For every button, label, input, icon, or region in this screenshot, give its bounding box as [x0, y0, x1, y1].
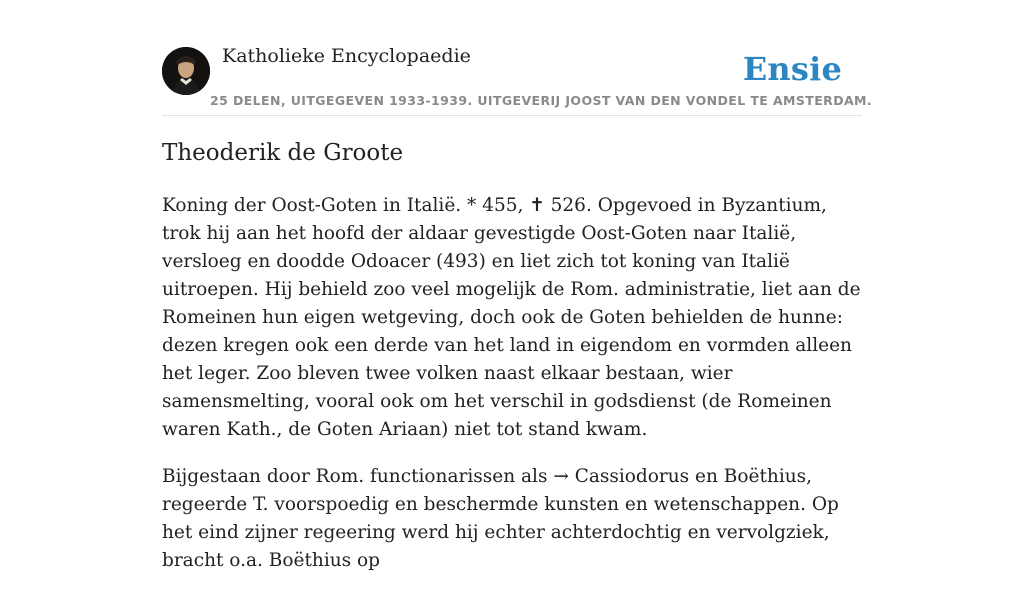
entry-paragraph: Bijgestaan door Rom. functionarissen als → Cassiodorus en Boëthius, regeerde T. voorspoedig en beschermde kunsten en wetenschappen. Op het eind zijner regeering werd hij echter achterdochtig en vervolgziek, bracht o.a. Boëthius op [162, 466, 839, 571]
site-title[interactable]: Katholieke Encyclopaedie [222, 45, 471, 67]
entry-title: Theoderik de Groote [162, 140, 404, 166]
brand-logo[interactable]: Ensie [742, 50, 842, 88]
header-divider [162, 115, 862, 116]
entry-body [162, 192, 862, 594]
publication-subtitle: 25 DELEN, UITGEGEVEN 1933-1939. UITGEVERIJ JOOST VAN DEN VONDEL TE AMSTERDAM. [210, 93, 873, 108]
portrait-avatar-icon[interactable] [162, 47, 210, 95]
entry-paragraph: Koning der Oost-Goten in Italië. * 455, ✝ 526. Opgevoed in Byzantium, trok hij aan het hoofd der aldaar gevestigde Oost-Goten naar Italië, versloeg en doodde Odoacer (493) en liet zich tot koning van Italië uitroepen. Hij behield zoo veel mogelijk de Rom. administratie, liet aan de Romeinen hun eigen wetgeving, doch ook de Goten behielden de hunne: dezen kregen ook een derde van het land in eigendom en vormden alleen het leger. Zoo bleven twee volken naast elkaar bestaan, wier samensmelting, vooral ook om het verschil in godsdienst (de Romeinen waren Kath., de Goten Ariaan) niet tot stand kwam. [162, 195, 861, 440]
